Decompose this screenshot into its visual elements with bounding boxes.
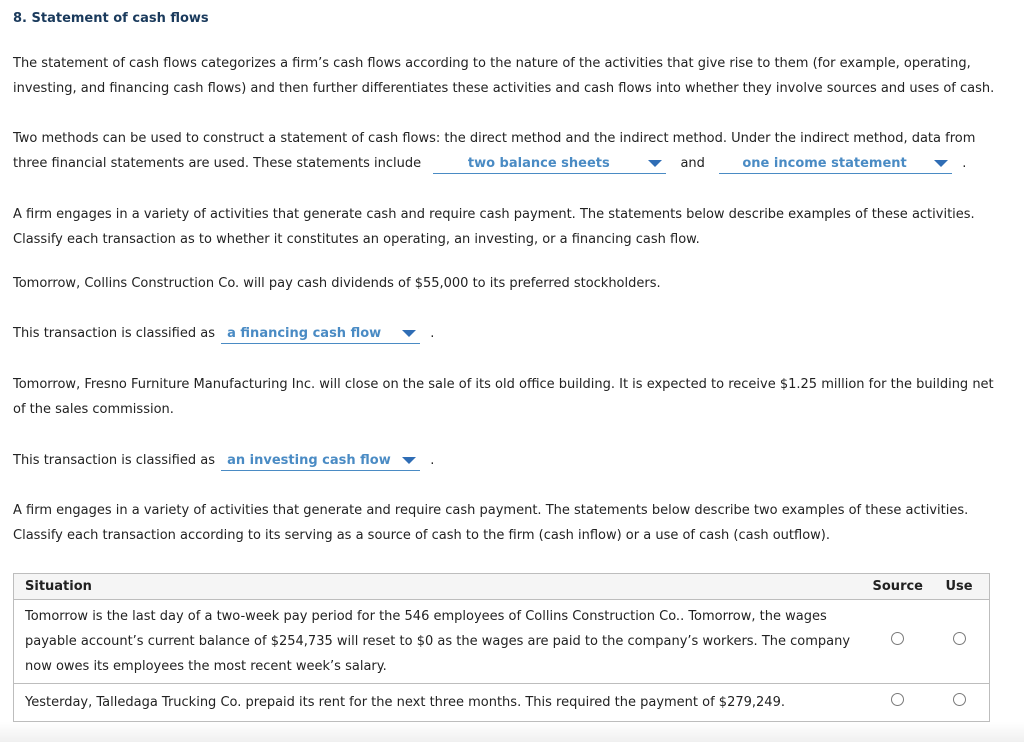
- situation-header: Situation: [14, 574, 867, 600]
- and-text: and: [680, 156, 705, 171]
- methods-paragraph: [13, 126, 1003, 176]
- intro-paragraph: The statement of cash flows categorizes a firm’s cash flows according to the nature of the activities that give rise to them (for example, operating, investing, and financing cash flows) and then further differentiates these activities and cash flows into whether they involve sources and uses of cash.: [13, 56, 995, 96]
- source-cell: [867, 684, 929, 722]
- situation-cell: Yesterday, Talledaga Trucking Co. prepaid its rent for the next three months. This required the payment of $279,249.: [25, 695, 785, 710]
- question-1-answer-line: [13, 321, 1003, 346]
- question-1-label: This transaction is classified as: [13, 326, 215, 341]
- source-header: Source: [867, 574, 929, 600]
- question-2-text: Tomorrow, Fresno Furniture Manufacturing Inc. will close on the sale of its old office building. It is expected to receive $1.25 million for the building net of the sales commission.: [13, 377, 994, 417]
- use-radio[interactable]: [953, 632, 966, 645]
- use-radio[interactable]: [953, 693, 966, 706]
- table-row: [14, 684, 990, 722]
- statement-dropdown-1[interactable]: [433, 155, 666, 174]
- use-cell: [929, 684, 990, 722]
- source-use-intro-paragraph: A firm engages in a variety of activities that generate and require cash payment. The statements below describe two examples of these activities. Classify each transaction according to its serving as a source of cash to the firm (cash inflow) or a use of cash (cash outflow).: [13, 503, 969, 543]
- source-radio[interactable]: [891, 693, 904, 706]
- situation-cell: Tomorrow is the last day of a two-week pay period for the 546 employees of Collins Construction Co.. Tomorrow, the wages payable account’s current balance of $254,735 will reset to $0 as the wages are paid to the company’s workers. The company now owes its employees the most recent week’s salary.: [14, 600, 867, 684]
- classify-intro-paragraph: A firm engages in a variety of activities that generate cash and require cash payment. The statements below describe examples of these activities. Classify each transaction as to whether it constitutes an operating, an investing, or a financing cash flow.: [13, 207, 975, 247]
- period-text: .: [430, 453, 435, 468]
- question-2-dropdown[interactable]: [221, 452, 420, 471]
- question-1-text: Tomorrow, Collins Construction Co. will pay cash dividends of $55,000 to its preferred stockholders.: [13, 276, 661, 291]
- question-2-dropdown-value: an investing cash flow: [227, 453, 391, 468]
- page-title: 8. Statement of cash flows: [13, 11, 209, 26]
- source-radio[interactable]: [891, 632, 904, 645]
- statement-dropdown-2[interactable]: [719, 155, 952, 174]
- question-1-dropdown-value: a financing cash flow: [227, 326, 382, 341]
- use-cell: [929, 600, 990, 684]
- question-2-label: This transaction is classified as: [13, 453, 215, 468]
- bottom-fade: [0, 722, 1024, 742]
- period-text: .: [962, 156, 967, 171]
- table-row: [14, 600, 990, 684]
- period-text: .: [430, 326, 435, 341]
- table-header-row: [14, 574, 990, 600]
- question-2-answer-line: [13, 448, 1003, 473]
- methods-text: Two methods can be used to construct a statement of cash flows: the direct method and the indirect method. Under the indirect method, data from three financial statements are used. These statements include: [13, 131, 976, 171]
- statement-dropdown-2-value: one income statement: [742, 156, 907, 171]
- chevron-down-icon: [402, 330, 416, 337]
- chevron-down-icon: [934, 160, 948, 167]
- use-header: Use: [929, 574, 990, 600]
- source-use-table: [13, 573, 990, 722]
- chevron-down-icon: [402, 457, 416, 464]
- question-1-dropdown[interactable]: [221, 325, 420, 344]
- chevron-down-icon: [648, 160, 662, 167]
- source-cell: [867, 600, 929, 684]
- statement-dropdown-1-value: two balance sheets: [467, 156, 610, 171]
